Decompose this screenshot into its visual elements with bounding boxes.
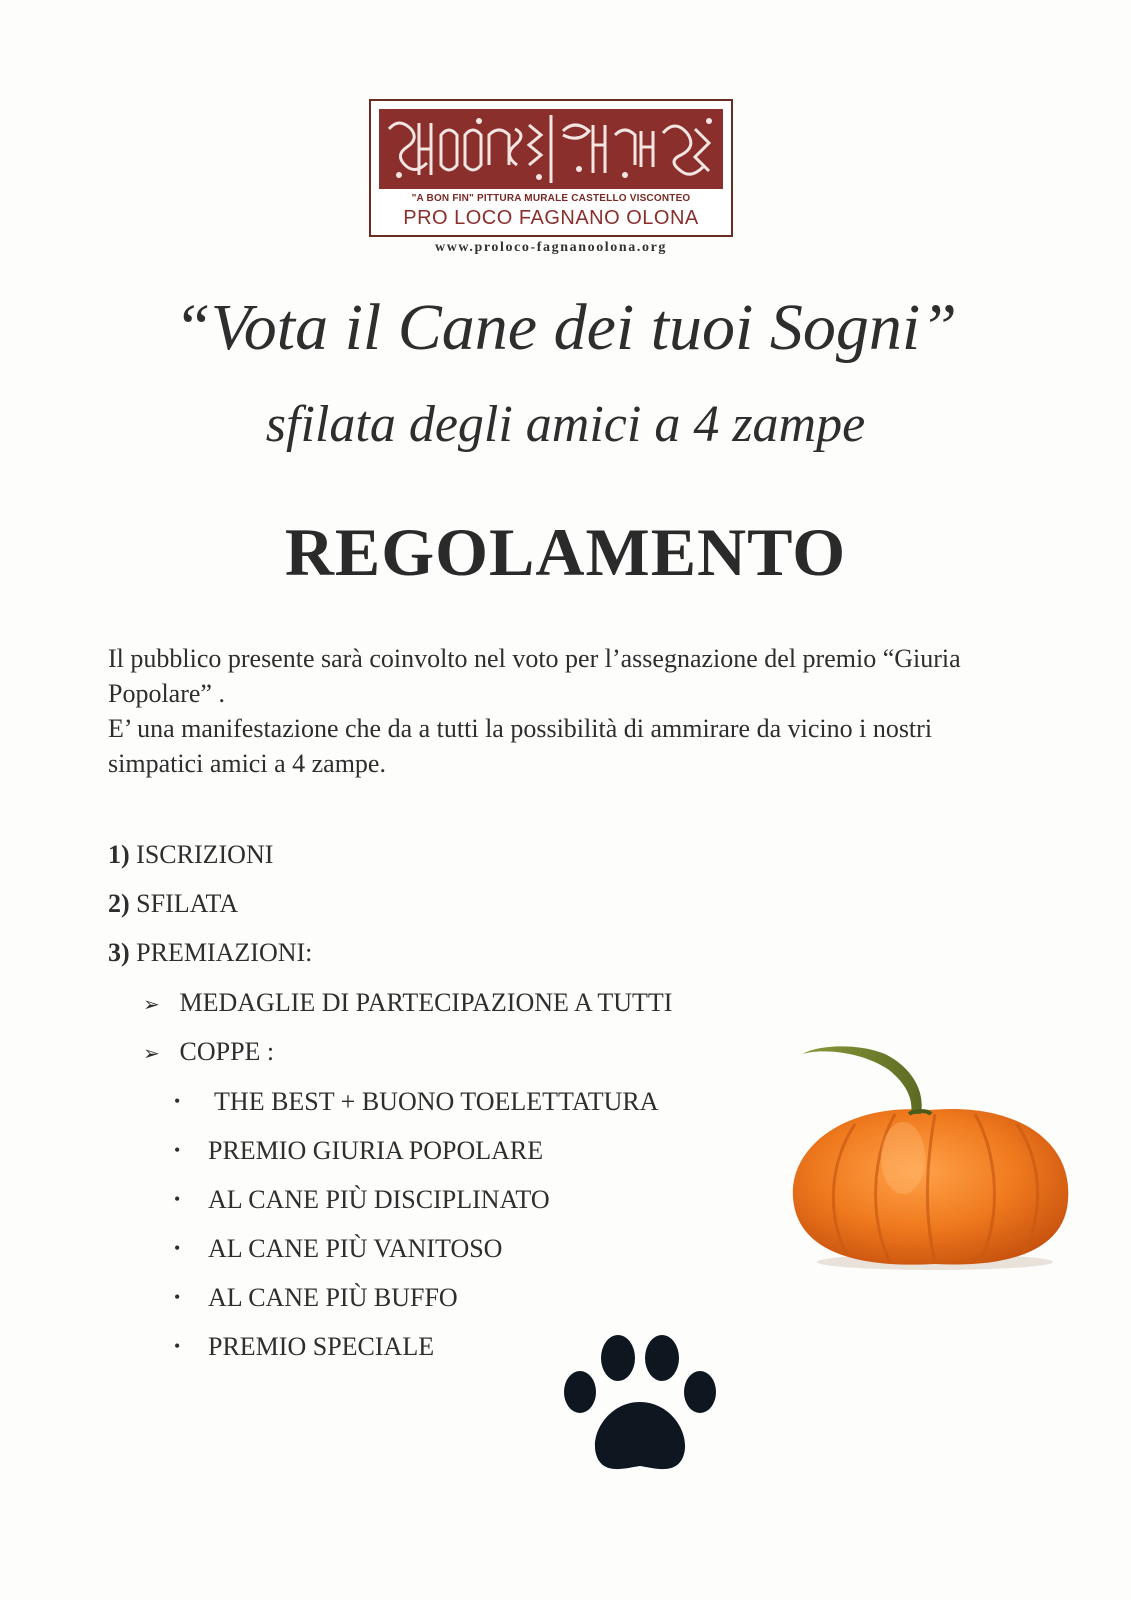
paw-print-icon <box>560 1330 730 1480</box>
event-subtitle: sfilata degli amici a 4 zampe <box>265 396 866 453</box>
cup-item <box>174 1233 659 1282</box>
arrow-bullet-icon: ➢ <box>143 992 160 1016</box>
bullet-icon: • <box>174 1091 181 1111</box>
bullet-icon: • <box>174 1287 181 1307</box>
section-label: SFILATA <box>136 889 239 918</box>
logo-caption: "A BON FIN" PITTURA MURALE CASTELLO VISCONTEO <box>411 193 691 204</box>
bullet-icon: • <box>174 1336 181 1356</box>
pumpkin-image <box>785 1040 1075 1300</box>
section-item <box>108 938 312 987</box>
pro-loco-logo <box>369 99 733 237</box>
intro-line-2: E’ una manifestazione che da a tutti la possibilità di ammirare da vicino i nostri simpatici amici a 4 zampe. <box>108 714 933 778</box>
cup-item <box>174 1135 659 1184</box>
section-number: 2) <box>108 889 130 918</box>
section-number: 3) <box>108 938 130 967</box>
numbered-sections <box>108 840 312 987</box>
section-item <box>108 889 312 938</box>
cup-label: THE BEST + BUONO TOELETTATURA <box>208 1087 659 1116</box>
prize-label: COPPE : <box>179 1037 275 1066</box>
logo-organization-name: PRO LOCO FAGNANO OLONA <box>403 207 699 229</box>
section-number: 1) <box>108 840 130 869</box>
section-item <box>108 840 312 889</box>
prize-item <box>143 1037 672 1086</box>
event-title: “Vota il Cane dei tuoi Sogni” <box>174 291 957 364</box>
prize-label: MEDAGLIE DI PARTECIPAZIONE A TUTTI <box>179 988 673 1017</box>
prize-list <box>143 988 672 1086</box>
intro-line-1: Il pubblico presente sarà coinvolto nel voto per l’assegnazione del premio “Giuria Popolare” . <box>108 644 961 708</box>
website-url[interactable]: www.proloco-fagnanoolona.org <box>435 240 667 255</box>
section-label: PREMIAZIONI: <box>136 938 313 967</box>
cup-label: AL CANE PIÙ BUFFO <box>208 1283 458 1312</box>
cup-label: PREMIO GIURIA POPOLARE <box>208 1136 544 1165</box>
cup-item <box>174 1086 659 1135</box>
arrow-bullet-icon: ➢ <box>143 1041 160 1065</box>
cup-label: AL CANE PIÙ VANITOSO <box>208 1234 503 1263</box>
cup-item <box>174 1184 659 1233</box>
cup-item <box>174 1282 659 1331</box>
cup-label: PREMIO SPECIALE <box>208 1332 435 1361</box>
logo-gothic-lettering-image <box>379 109 723 189</box>
bullet-icon: • <box>174 1189 181 1209</box>
cup-label: AL CANE PIÙ DISCIPLINATO <box>208 1185 550 1214</box>
intro-paragraph <box>108 641 1028 781</box>
section-label: ISCRIZIONI <box>136 840 274 869</box>
bullet-icon: • <box>174 1140 181 1160</box>
bullet-icon: • <box>174 1238 181 1258</box>
rules-heading: REGOLAMENTO <box>284 514 847 590</box>
prize-item <box>143 988 672 1037</box>
